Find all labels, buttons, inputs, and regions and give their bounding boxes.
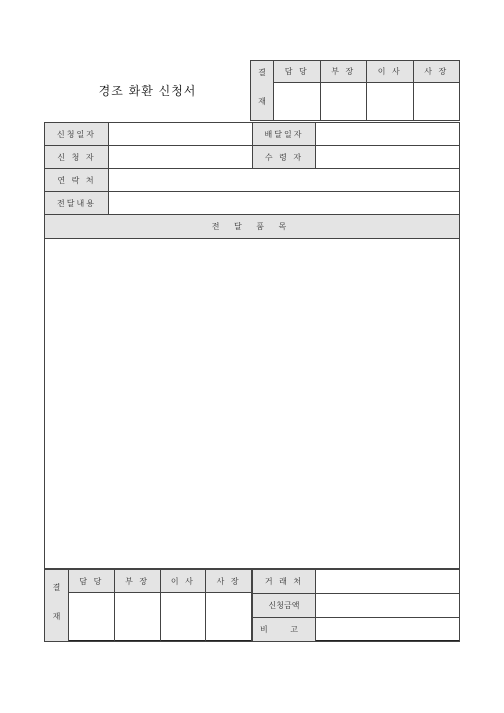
recipient-label: 수 령 자 bbox=[253, 146, 316, 169]
bottom-sign-box-3[interactable] bbox=[160, 593, 206, 642]
contact-label: 연 락 처 bbox=[45, 169, 109, 192]
bottom-sign-box-2[interactable] bbox=[114, 593, 160, 642]
remarks-label: 비 고 bbox=[253, 618, 316, 642]
sign-box-4[interactable] bbox=[413, 83, 460, 121]
footer-fields-table bbox=[252, 569, 460, 642]
message-field[interactable] bbox=[109, 192, 460, 215]
sign-box-3[interactable] bbox=[367, 83, 414, 121]
recipient-field[interactable] bbox=[316, 146, 460, 169]
approval-label-text: 결 재 bbox=[257, 68, 267, 111]
delivery-date-label: 배달일자 bbox=[253, 123, 316, 146]
apply-date-label: 신청일자 bbox=[45, 123, 109, 146]
approval-col-2: 부 장 bbox=[320, 61, 367, 83]
apply-date-field[interactable] bbox=[109, 123, 253, 146]
delivery-date-field[interactable] bbox=[316, 123, 460, 146]
approval-bottom-col-3: 이 사 bbox=[160, 570, 206, 593]
remarks-field[interactable] bbox=[316, 618, 460, 642]
applicant-field[interactable] bbox=[109, 146, 253, 169]
approval-bottom-col-1: 담 당 bbox=[69, 570, 115, 593]
approval-col-1: 담 당 bbox=[274, 61, 321, 83]
vendor-field[interactable] bbox=[316, 570, 460, 594]
items-area[interactable] bbox=[45, 239, 460, 569]
approval-bottom-col-4: 사 장 bbox=[206, 570, 252, 593]
message-label: 전달내용 bbox=[45, 192, 109, 215]
bottom-sign-box-4[interactable] bbox=[206, 593, 252, 642]
approval-bottom-label-text: 결 재 bbox=[52, 583, 61, 626]
approval-col-3: 이 사 bbox=[367, 61, 414, 83]
approval-label-top bbox=[251, 61, 274, 121]
approval-table-top bbox=[250, 60, 460, 121]
sign-box-1[interactable] bbox=[274, 83, 321, 121]
approval-table-bottom bbox=[44, 569, 252, 642]
info-table bbox=[44, 122, 460, 569]
page-title: 경조 화환 신청서 bbox=[98, 83, 197, 98]
amount-label: 신청금액 bbox=[253, 594, 316, 618]
sign-box-2[interactable] bbox=[320, 83, 367, 121]
applicant-label: 신 청 자 bbox=[45, 146, 109, 169]
approval-col-4: 사 장 bbox=[413, 61, 460, 83]
approval-bottom-col-2: 부 장 bbox=[114, 570, 160, 593]
contact-field[interactable] bbox=[109, 169, 460, 192]
approval-label-bottom bbox=[45, 570, 69, 642]
bottom-sign-box-1[interactable] bbox=[69, 593, 115, 642]
amount-field[interactable] bbox=[316, 594, 460, 618]
vendor-label: 거 래 처 bbox=[253, 570, 316, 594]
items-header: 전 달 품 목 bbox=[45, 215, 460, 239]
